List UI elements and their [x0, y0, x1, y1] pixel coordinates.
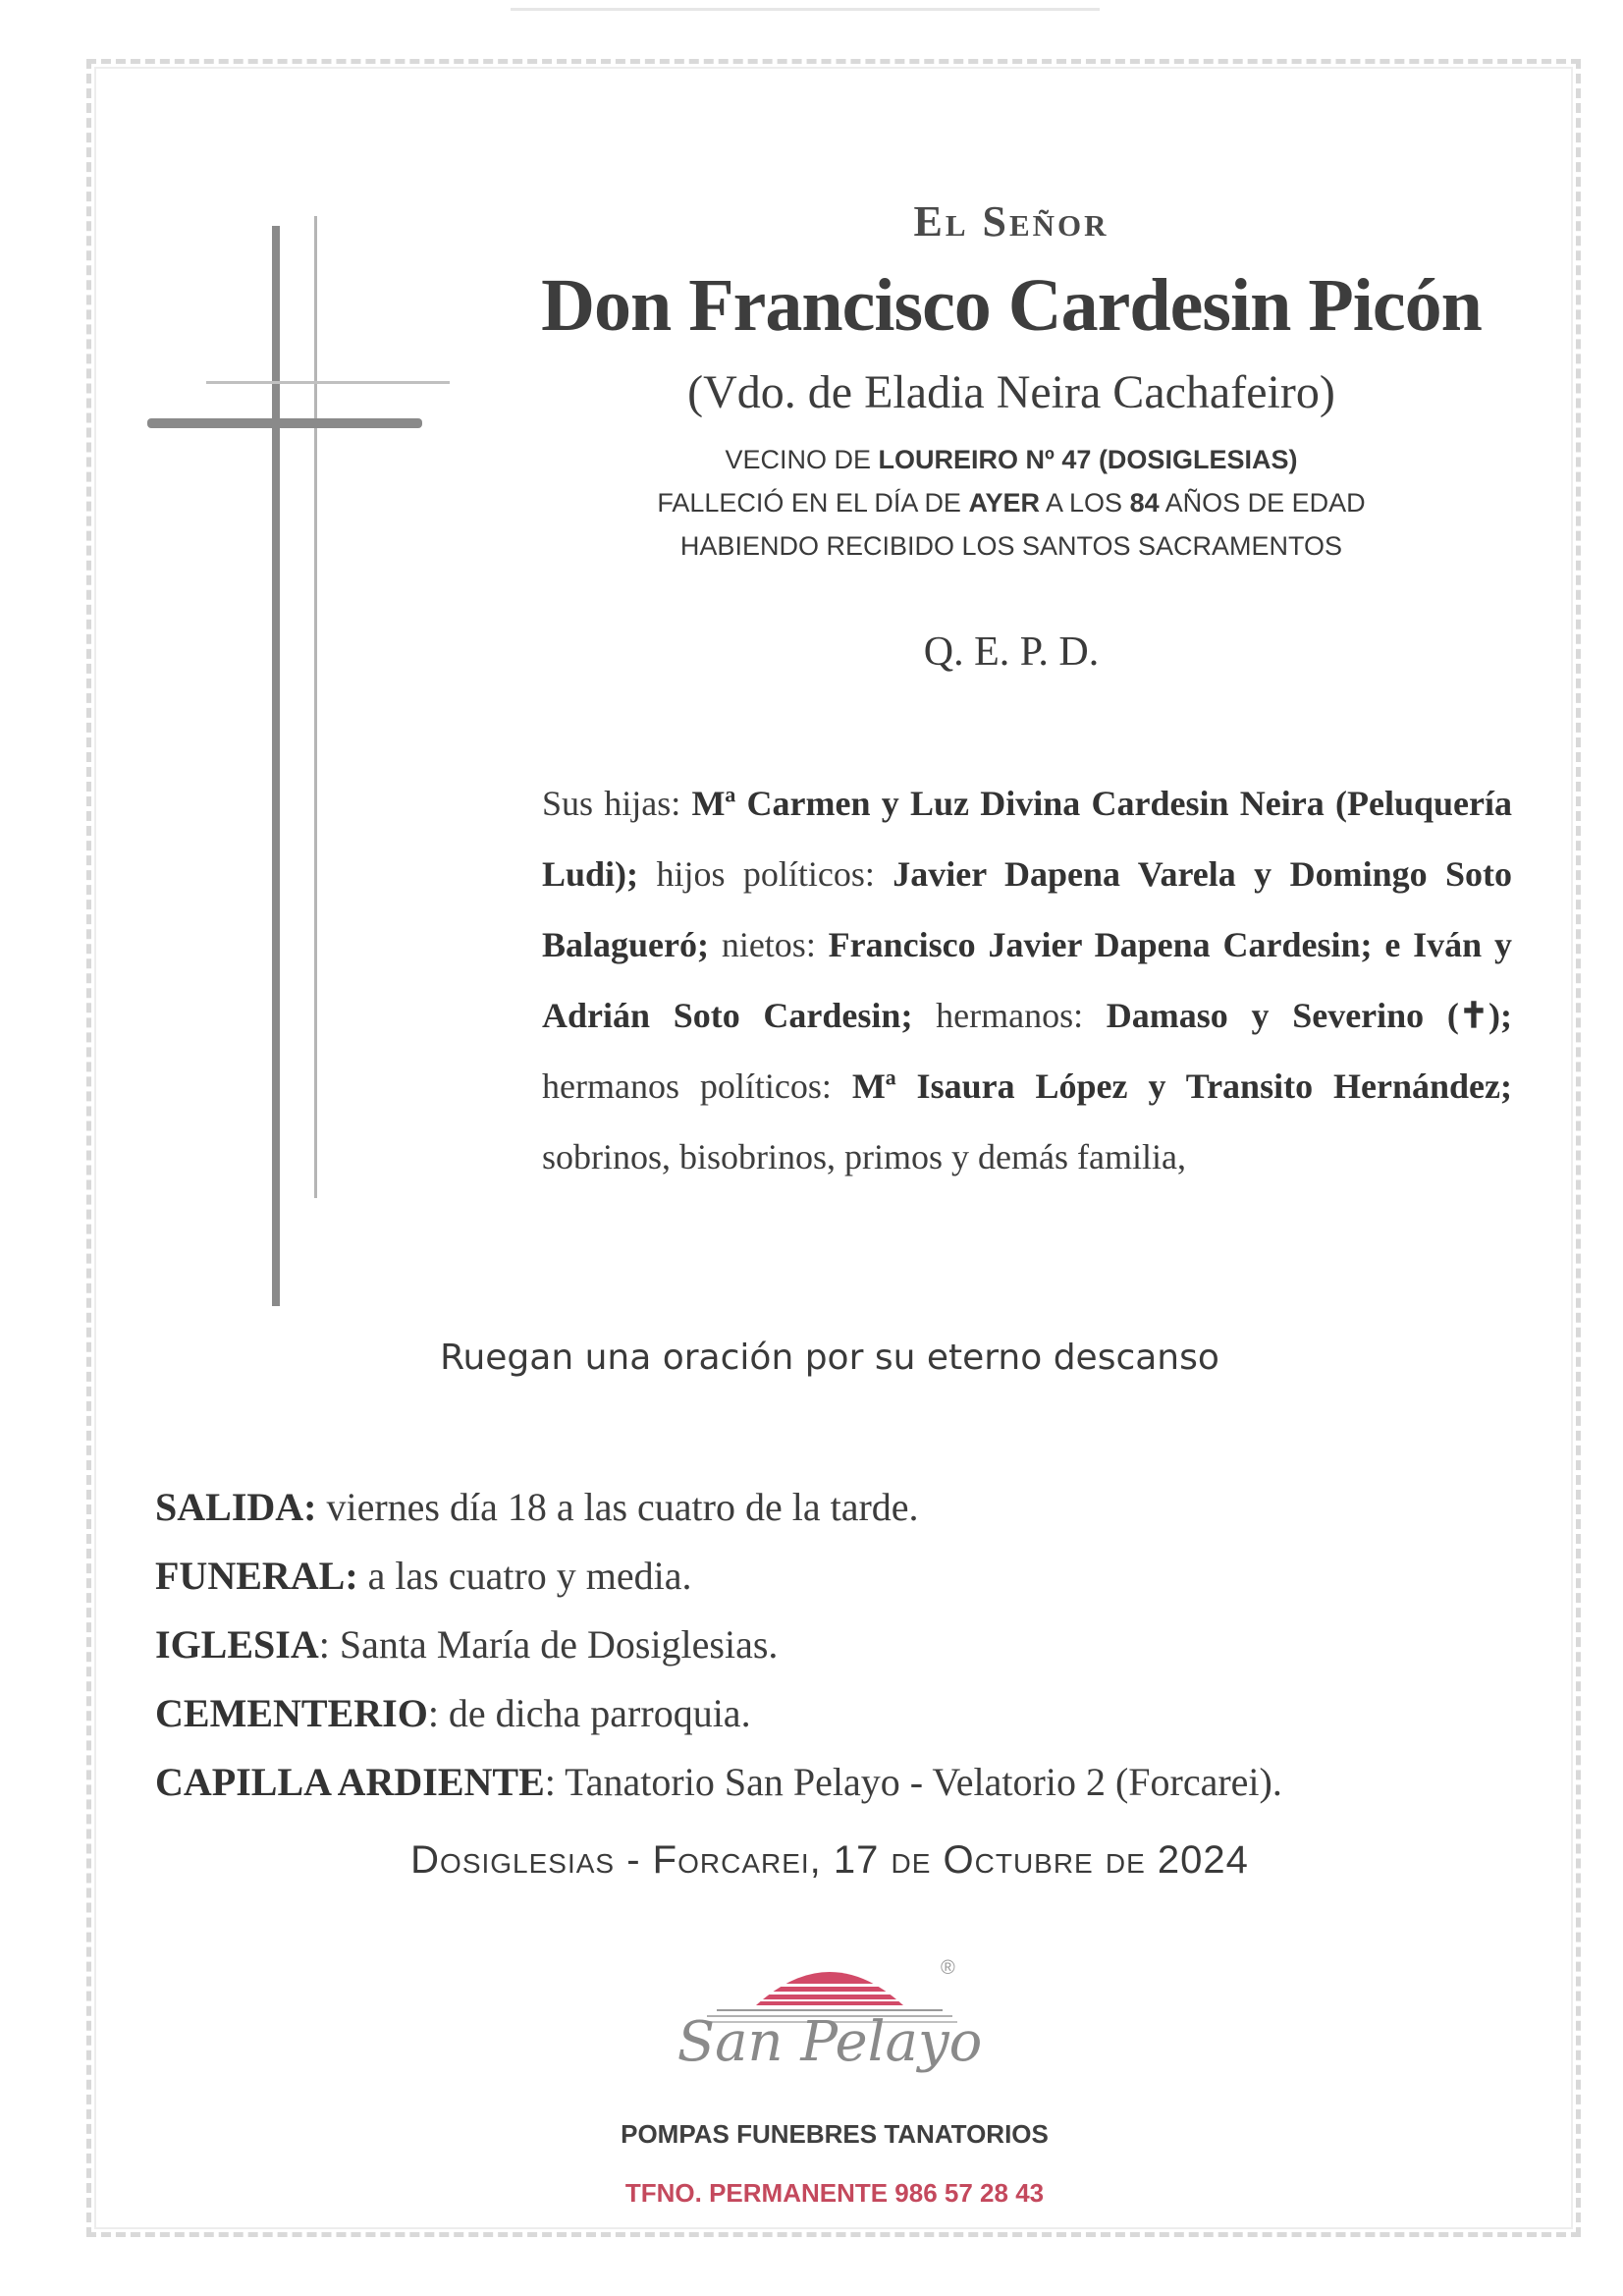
- san-pelayo-logo: [677, 1944, 982, 2092]
- detail-label: FUNERAL:: [155, 1554, 358, 1598]
- detail-label: CAPILLA ARDIENTE: [155, 1760, 545, 1804]
- detail-text: : Santa María de Dosiglesias.: [318, 1622, 779, 1667]
- registered-mark: ®: [941, 1957, 955, 1979]
- detail-text: viernes día 18 a las cuatro de la tarde.: [316, 1485, 919, 1529]
- place-date: Dosiglesias - Forcarei, 17 de Octubre de 2024: [410, 1838, 1249, 1882]
- honorific: El Señor: [913, 197, 1109, 246]
- family-sons-in-law: Javier Dapena Varela y Domingo Soto Balagueró;: [542, 854, 1513, 964]
- family-text: hermanos políticos:: [542, 1066, 852, 1106]
- detail-funeral: [155, 1542, 1549, 1611]
- permanent-phone: TFNO. PERMANENTE 986 57 28 43: [624, 2178, 1045, 2208]
- detail-iglesia: [155, 1611, 1549, 1679]
- detail-capilla: [155, 1748, 1549, 1817]
- cross-icon: [137, 206, 452, 1306]
- family-text: Sus hijas:: [542, 784, 692, 823]
- detail-text: : Tanatorio San Pelayo - Velatorio 2 (Forcarei).: [544, 1760, 1282, 1804]
- detail-cementerio: [155, 1679, 1549, 1748]
- family-text: nietos:: [708, 925, 829, 964]
- funeral-details: [155, 1473, 1549, 1817]
- death-line: [471, 488, 1551, 519]
- death-text-3: AÑOS DE EDAD: [1159, 488, 1366, 518]
- residence-line: [471, 445, 1551, 475]
- sacraments-line: HABIENDO RECIBIDO LOS SANTOS SACRAMENTOS: [679, 531, 1343, 561]
- scan-edge-line: [511, 8, 1100, 11]
- widow-of: (Vdo. de Eladia Neira Cachafeiro): [687, 366, 1335, 418]
- deceased-name: Don Francisco Cardesin Picón: [541, 264, 1482, 347]
- detail-label: SALIDA:: [155, 1485, 317, 1529]
- detail-text: a las cuatro y media.: [357, 1554, 692, 1598]
- logo-wordmark: San Pelayo: [677, 2010, 982, 2074]
- death-age: 84: [1129, 488, 1160, 518]
- qepd: Q. E. P. D.: [923, 629, 1100, 675]
- detail-salida: [155, 1473, 1549, 1542]
- detail-label: IGLESIA: [155, 1622, 319, 1667]
- prayer-request: Ruegan una oración por su eterno descanso: [440, 1338, 1219, 1378]
- family-siblings-in-law: Mª Isaura López y Transito Hernández;: [851, 1066, 1512, 1106]
- company-tagline: POMPAS FUNEBRES TANATORIOS: [621, 2119, 1049, 2149]
- residence-address: LOUREIRO Nº 47 (DOSIGLESIAS): [878, 445, 1298, 474]
- residence-prefix: VECINO DE: [725, 445, 879, 474]
- family-grandchildren: Francisco Javier Dapena Cardesin; e Iván y Adrián Soto Cardesin;: [542, 925, 1513, 1035]
- family-daughters: Mª Carmen y Luz Divina Cardesin Neira (Peluquería Ludi);: [542, 784, 1512, 894]
- death-text-2: A LOS: [1040, 488, 1130, 518]
- family-text: hijos políticos:: [638, 854, 893, 894]
- detail-text: : de dicha parroquia.: [427, 1691, 751, 1735]
- family-text: hermanos:: [912, 996, 1107, 1035]
- family-text: sobrinos, bisobrinos, primos y demás familia,: [542, 1137, 1186, 1176]
- family-siblings: Damaso y Severino (✝);: [1106, 996, 1512, 1035]
- detail-label: CEMENTERIO: [155, 1691, 428, 1735]
- death-text-1: FALLECIÓ EN EL DÍA DE: [657, 488, 969, 518]
- death-day: AYER: [968, 488, 1040, 518]
- family-paragraph: [542, 768, 1512, 1192]
